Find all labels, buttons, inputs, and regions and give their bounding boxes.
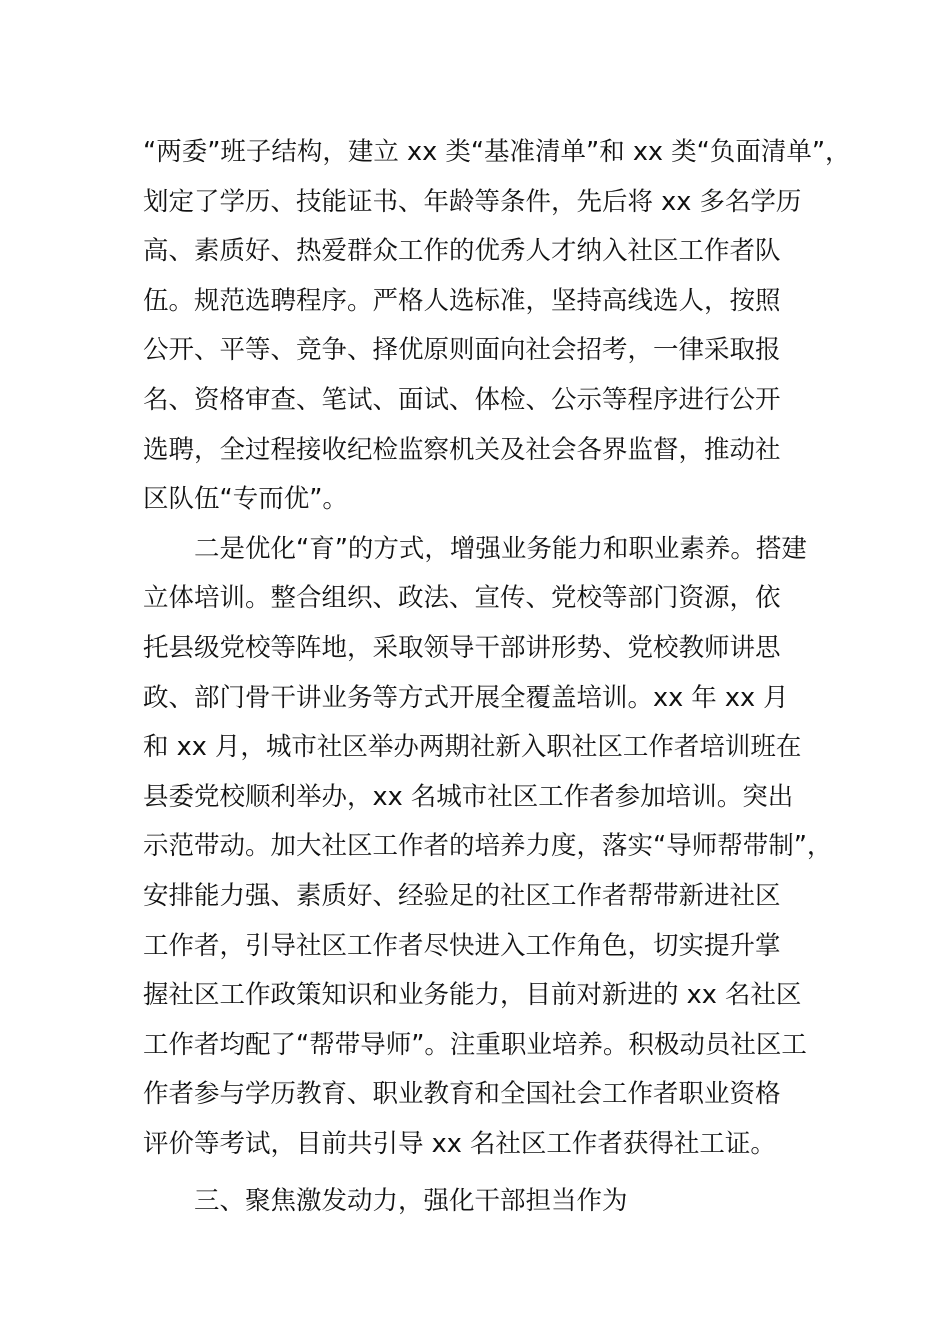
- text-line: 公开、平等、竞争、择优原则面向社会招考，一律采取报: [143, 335, 781, 366]
- document-body: [143, 128, 851, 1227]
- text-line: 和 xx 月，城市社区举办两期社新入职社区工作者培训班在: [143, 732, 802, 763]
- text-line: 立体培训。整合组织、政法、宣传、党校等部门资源，依: [143, 583, 781, 614]
- text-line: 作者参与学历教育、职业教育和全国社会工作者职业资格: [143, 1079, 781, 1110]
- text-line: 工作者均配了“帮带导师”。注重职业培养。积极动员社区工: [143, 1029, 807, 1060]
- text-line: “两委”班子结构，建立 xx 类“基准清单”和 xx 类“负面清单”，: [143, 137, 851, 167]
- paragraph-gap: [143, 1169, 833, 1177]
- text-line: 评价等考试，目前共引导 xx 名社区工作者获得社工证。: [143, 1128, 776, 1159]
- text-line: 划定了学历、技能证书、年龄等条件，先后将 xx 多名学历: [143, 186, 802, 217]
- text-line: 工作者，引导社区工作者尽快进入工作角色，切实提升掌: [143, 930, 781, 961]
- text-line: 握社区工作政策知识和业务能力，目前对新进的 xx 名社区: [143, 980, 802, 1011]
- text-line: 高、素质好、热爱群众工作的优秀人才纳入社区工作者队: [143, 236, 781, 267]
- text-line: 县委党校顺利举办，xx 名城市社区工作者参加培训。突出: [143, 781, 794, 812]
- text-line: 选聘，全过程接收纪检监察机关及社会各界监督，推动社: [143, 434, 781, 465]
- text-line: 伍。规范选聘程序。严格人选标准，坚持高线选人，按照: [143, 285, 781, 316]
- text-line: 区队伍“专而优”。: [143, 484, 348, 515]
- text-line: 安排能力强、素质好、经验足的社区工作者帮带新进社区: [143, 880, 781, 911]
- section-heading: 三、聚焦激发动力，强化干部担当作为: [194, 1186, 628, 1217]
- text-line: 政、部门骨干讲业务等方式开展全覆盖培训。xx 年 xx 月: [143, 682, 789, 713]
- text-line: 示范带动。加大社区工作者的培养力度，落实“导师帮带制”，: [143, 831, 833, 862]
- text-line: 名、资格审查、笔试、面试、体检、公示等程序进行公开: [143, 384, 781, 415]
- text-line: 二是优化“育”的方式，增强业务能力和职业素养。搭建: [194, 533, 807, 564]
- paragraph-2: [143, 525, 833, 1170]
- text-line: 托县级党校等阵地，采取领导干部讲形势、党校教师讲思: [143, 632, 781, 663]
- paragraph-1: [143, 128, 851, 525]
